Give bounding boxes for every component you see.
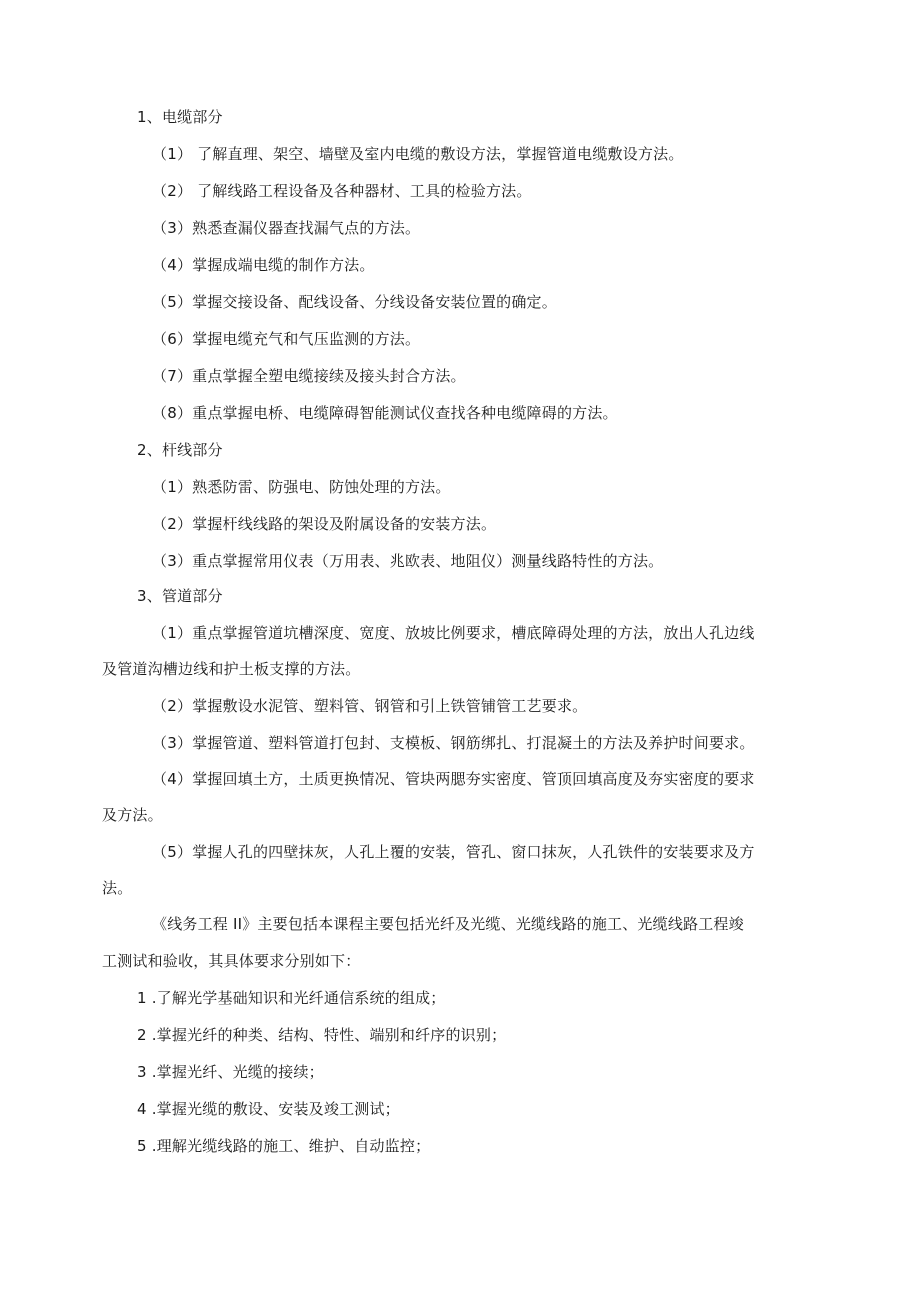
list-item: （4）掌握成端电缆的制作方法。 xyxy=(152,256,375,274)
duct-section-heading: 3、管道部分 xyxy=(137,587,223,605)
list-item: （7）重点掌握全塑电缆接续及接头封合方法。 xyxy=(152,367,466,385)
list-item-continuation: 及管道沟槽边线和护土板支撑的方法。 xyxy=(102,660,361,678)
list-item: （2）掌握杆线线路的架设及附属设备的安装方法。 xyxy=(152,515,497,533)
requirement-item: 4 .掌握光缆的敷设、安装及竣工测试； xyxy=(137,1100,400,1118)
requirement-item: 1 .了解光学基础知识和光纤通信系统的组成； xyxy=(137,989,446,1007)
requirement-item: 5 .理解光缆线路的施工、维护、自动监控； xyxy=(137,1137,431,1155)
cable-section-heading: 1、电缆部分 xyxy=(137,108,223,126)
list-item: （1）熟悉防雷、防强电、防蚀处理的方法。 xyxy=(152,478,451,496)
list-item: （5）掌握人孔的四壁抹灰，人孔上覆的安装，管孔、窗口抹灰，人孔铁件的安装要求及方 xyxy=(152,843,755,861)
course-intro-paragraph: 《线务工程 II》主要包括本课程主要包括光纤及光缆、光缆线路的施工、光缆线路工程竣 xyxy=(152,915,744,933)
list-item: （4）掌握回填土方，土质更换情况、管块两腮夯实密度、管顶回填高度及夯实密度的要求 xyxy=(152,770,755,788)
pole-section-heading: 2、杆线部分 xyxy=(137,441,223,459)
list-item: （6）掌握电缆充气和气压监测的方法。 xyxy=(152,330,421,348)
list-item: （3）熟悉查漏仪器查找漏气点的方法。 xyxy=(152,219,421,237)
requirement-item: 2 .掌握光纤的种类、结构、特性、端别和纤序的识别； xyxy=(137,1026,507,1044)
requirement-item: 3 .掌握光纤、光缆的接续； xyxy=(137,1063,324,1081)
list-item: （1） 了解直理、架空、墙壁及室内电缆的敷设方法，掌握管道电缆敷设方法。 xyxy=(152,145,684,163)
list-item: （1）重点掌握管道坑槽深度、宽度、放坡比例要求，槽底障碍处理的方法，放出人孔边线 xyxy=(152,624,755,642)
list-item: （8）重点掌握电桥、电缆障碍智能测试仪查找各种电缆障碍的方法。 xyxy=(152,404,618,422)
list-item: （3）重点掌握常用仪表（万用表、兆欧表、地阻仪）测量线路特性的方法。 xyxy=(152,552,664,570)
list-item-continuation: 法。 xyxy=(102,879,133,897)
list-item: （3）掌握管道、塑料管道打包封、支模板、钢筋绑扎、打混凝土的方法及养护时间要求。 xyxy=(152,734,755,752)
list-item-continuation: 及方法。 xyxy=(102,806,163,824)
list-item: （5）掌握交接设备、配线设备、分线设备安装位置的确定。 xyxy=(152,293,557,311)
list-item: （2）掌握敷设水泥管、塑料管、钢管和引上铁管铺管工艺要求。 xyxy=(152,697,588,715)
course-intro-continuation: 工测试和验收，其具体要求分别如下： xyxy=(102,952,361,970)
list-item: （2） 了解线路工程设备及各种器材、工具的检验方法。 xyxy=(152,182,532,200)
